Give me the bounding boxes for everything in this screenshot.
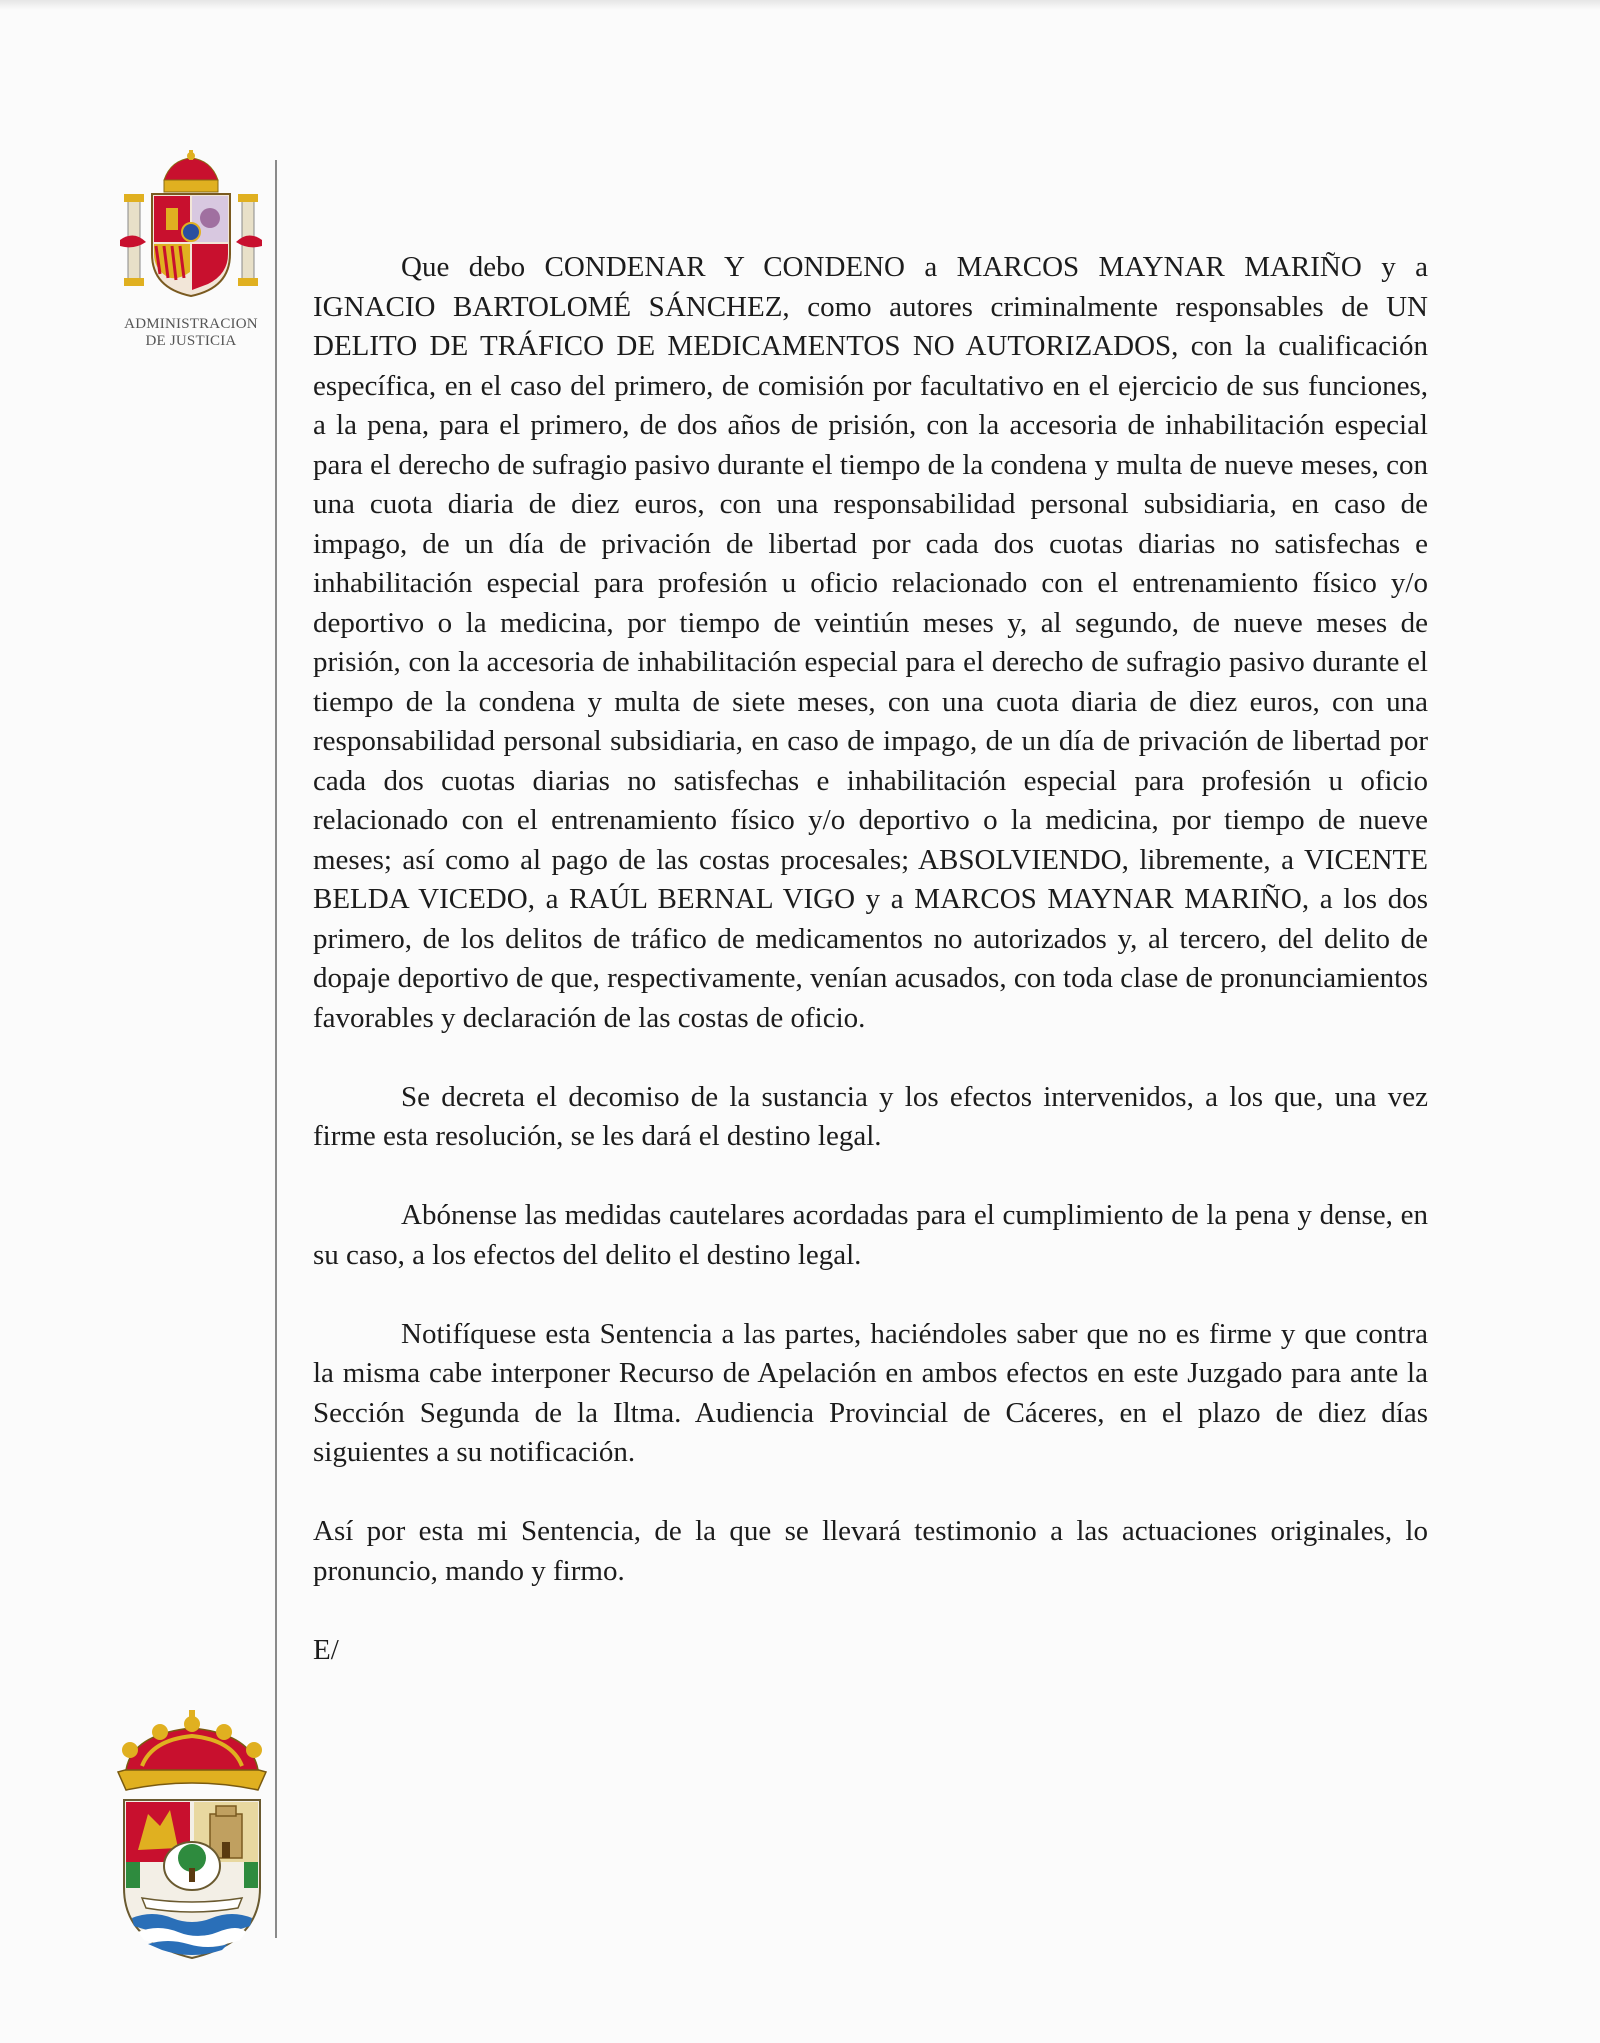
paragraph-confiscation: Se decreta el decomiso de la sustancia y los efectos intervenidos, a los que, una vez firme esta resolución, se les dará el destino legal. <box>313 1080 1428 1152</box>
signature-mark: E/ <box>313 1633 339 1666</box>
extremadura-emblem <box>112 1710 272 1960</box>
spain-coat-of-arms-icon <box>116 150 266 300</box>
justice-administration-emblem <box>110 150 272 360</box>
paragraph-precautionary-measures: Abónense las medidas cautelares acordadas para el cumplimiento de la pena y dense, en su caso, a los efectos del delito el destino legal. <box>313 1199 1428 1271</box>
paragraph-notification: Notifíquese esta Sentencia a las partes, haciéndoles saber que no es firme y que contra la misma cabe interponer Recurso de Apelación en ambos efectos en este Juzgado para ante la Sección Segunda de la Iltma. Audiencia Provincial de Cáceres, en el plazo de diez días siguientes a su notificación. <box>313 1317 1428 1468</box>
emblem-caption-line1: ADMINISTRACION <box>124 316 258 332</box>
paragraph-closing: Así por esta mi Sentencia, de la que se llevará testimonio a las actuaciones originales, lo pronuncio, mando y firmo. <box>313 1515 1428 1587</box>
sentence-body <box>313 248 1428 1670</box>
emblem-caption-line2: DE JUSTICIA <box>145 333 237 349</box>
paragraph-ruling: Que debo CONDENAR Y CONDENO a MARCOS MAYNAR MARIÑO y a IGNACIO BARTOLOMÉ SÁNCHEZ, como autores criminalmente responsables de UN DELITO DE TRÁFICO DE MEDICAMENTOS NO AUTORIZADOS, con la cualificación específica, en el caso del primero, de comisión por facultativo en el ejercicio de sus funciones, a la pena, para el primero, de dos años de prisión, con la accesoria de inhabilitación especial para el derecho de sufragio pasivo durante el tiempo de la condena y multa de nueve meses, con una cuota diaria de diez euros, con una responsabilidad personal subsidiaria, en caso de impago, de un día de privación de libertad por cada dos cuotas diarias no satisfechas e inhabilitación especial para profesión u oficio relacionado con el entrenamiento físico y/o deportivo o la medicina, por tiempo de veintiún meses y, al segundo, de nueve meses de prisión, con la accesoria de inhabilitación especial para el derecho de sufragio pasivo durante el tiempo de la condena y multa de siete meses, con una cuota diaria de diez euros, con una responsabilidad personal subsidiaria, en caso de impago, de un día de privación de libertad por cada dos cuotas diarias no satisfechas e inhabilitación especial para profesión u oficio relacionado con el entrenamiento físico y/o deportivo o la medicina, por tiempo de nueve meses; así como al pago de las costas procesales; ABSOLVIENDO, libremente, a VICENTE BELDA VICEDO, a RAÚL BERNAL VIGO y a MARCOS MAYNAR MARIÑO, a los dos primero, de los delitos de tráfico de medicamentos no autorizados y, al tercero, del delito de dopaje deportivo de que, respectivamente, venían acusados, con toda clase de pronunciamientos favorables y declaración de las costas de oficio. <box>313 251 1428 1034</box>
extremadura-coat-of-arms-icon <box>112 1710 272 1960</box>
margin-rule <box>275 160 277 1938</box>
